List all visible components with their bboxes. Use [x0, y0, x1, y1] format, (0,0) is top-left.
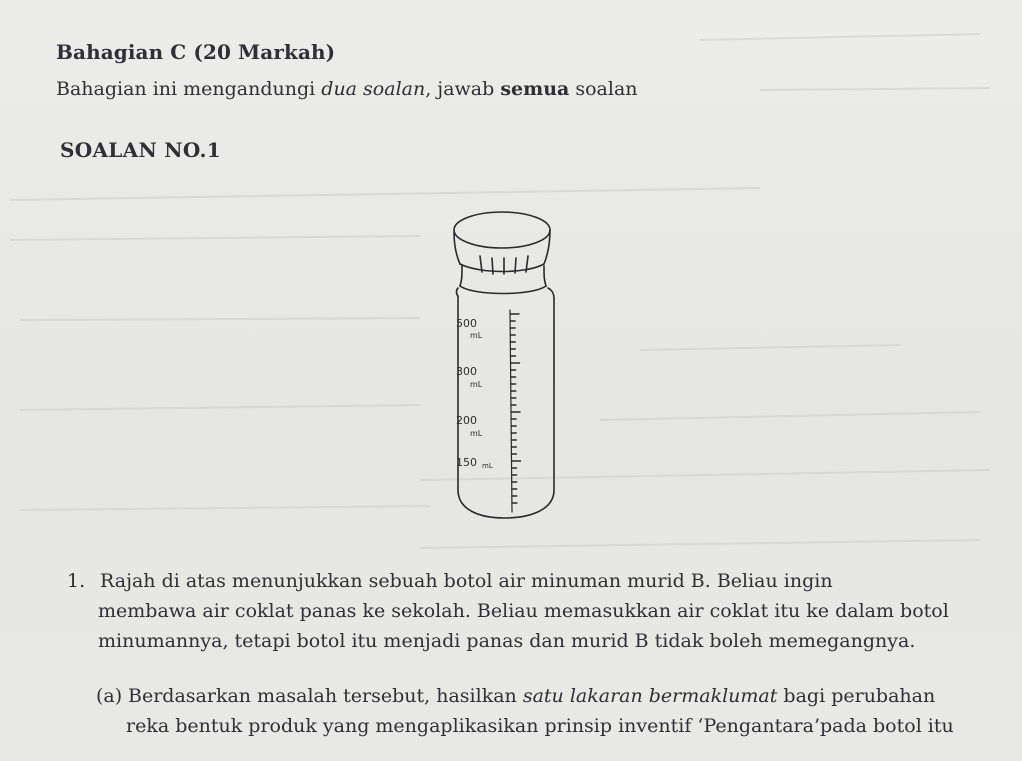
scale-label-value: 500	[456, 317, 477, 330]
scale-label-unit: mL	[482, 462, 493, 470]
section-subtitle-italic: dua soalan	[321, 78, 426, 100]
scale-label-value: 150	[456, 456, 477, 469]
lid-top	[454, 212, 550, 248]
scale-label-value: 300	[456, 365, 477, 378]
question-number: 1.	[67, 570, 86, 592]
shoulder	[460, 286, 546, 294]
section-subtitle	[56, 78, 638, 100]
part-a-prefix: Berdasarkan masalah tersebut, hasilkan	[128, 685, 523, 707]
part-a-label: (a)	[96, 685, 123, 707]
question-text-line: minumannya, tetapi botol itu menjadi panas dan murid B tidak boleh memegangnya.	[98, 630, 916, 652]
scale-label-unit: mL	[470, 429, 483, 438]
lid-ridge	[515, 258, 516, 273]
part-a-text-line	[128, 685, 935, 707]
shoulder-left	[457, 288, 459, 296]
part-a-text-line: reka bentuk produk yang mengaplikasikan prinsip inventif ‘Pengantara’pada botol itu	[126, 715, 954, 737]
question-title: SOALAN NO.1	[60, 138, 221, 162]
part-a-italic: satu lakaran bermaklumat	[522, 685, 778, 707]
scale-label-value: 200	[456, 414, 477, 427]
question-text-line: membawa air coklat panas ke sekolah. Beliau memasukkan air coklat itu ke dalam botol	[98, 600, 949, 622]
question-text-line: Rajah di atas menunjukkan sebuah botol air minuman murid B. Beliau ingin	[100, 570, 833, 592]
section-subtitle-suffix: soalan	[569, 78, 638, 100]
scale-label-unit: mL	[470, 331, 483, 340]
part-a-suffix: bagi perubahan	[777, 685, 936, 707]
water-bottle-sketch-icon	[440, 200, 580, 530]
lid-right-side	[544, 230, 550, 264]
section-subtitle-bold: semua	[500, 78, 570, 100]
lid-bottom-rim	[460, 264, 544, 272]
shoulder-right	[548, 288, 554, 298]
scale-label-unit: mL	[470, 380, 483, 389]
section-title: Bahagian C (20 Markah)	[56, 40, 336, 64]
neck-right	[544, 266, 546, 286]
neck-left	[460, 266, 462, 286]
section-subtitle-mid: , jawab	[425, 78, 501, 100]
scale-ticks	[510, 314, 520, 503]
lid-ridge	[492, 258, 493, 274]
section-subtitle-prefix: Bahagian ini mengandungi	[56, 78, 322, 100]
